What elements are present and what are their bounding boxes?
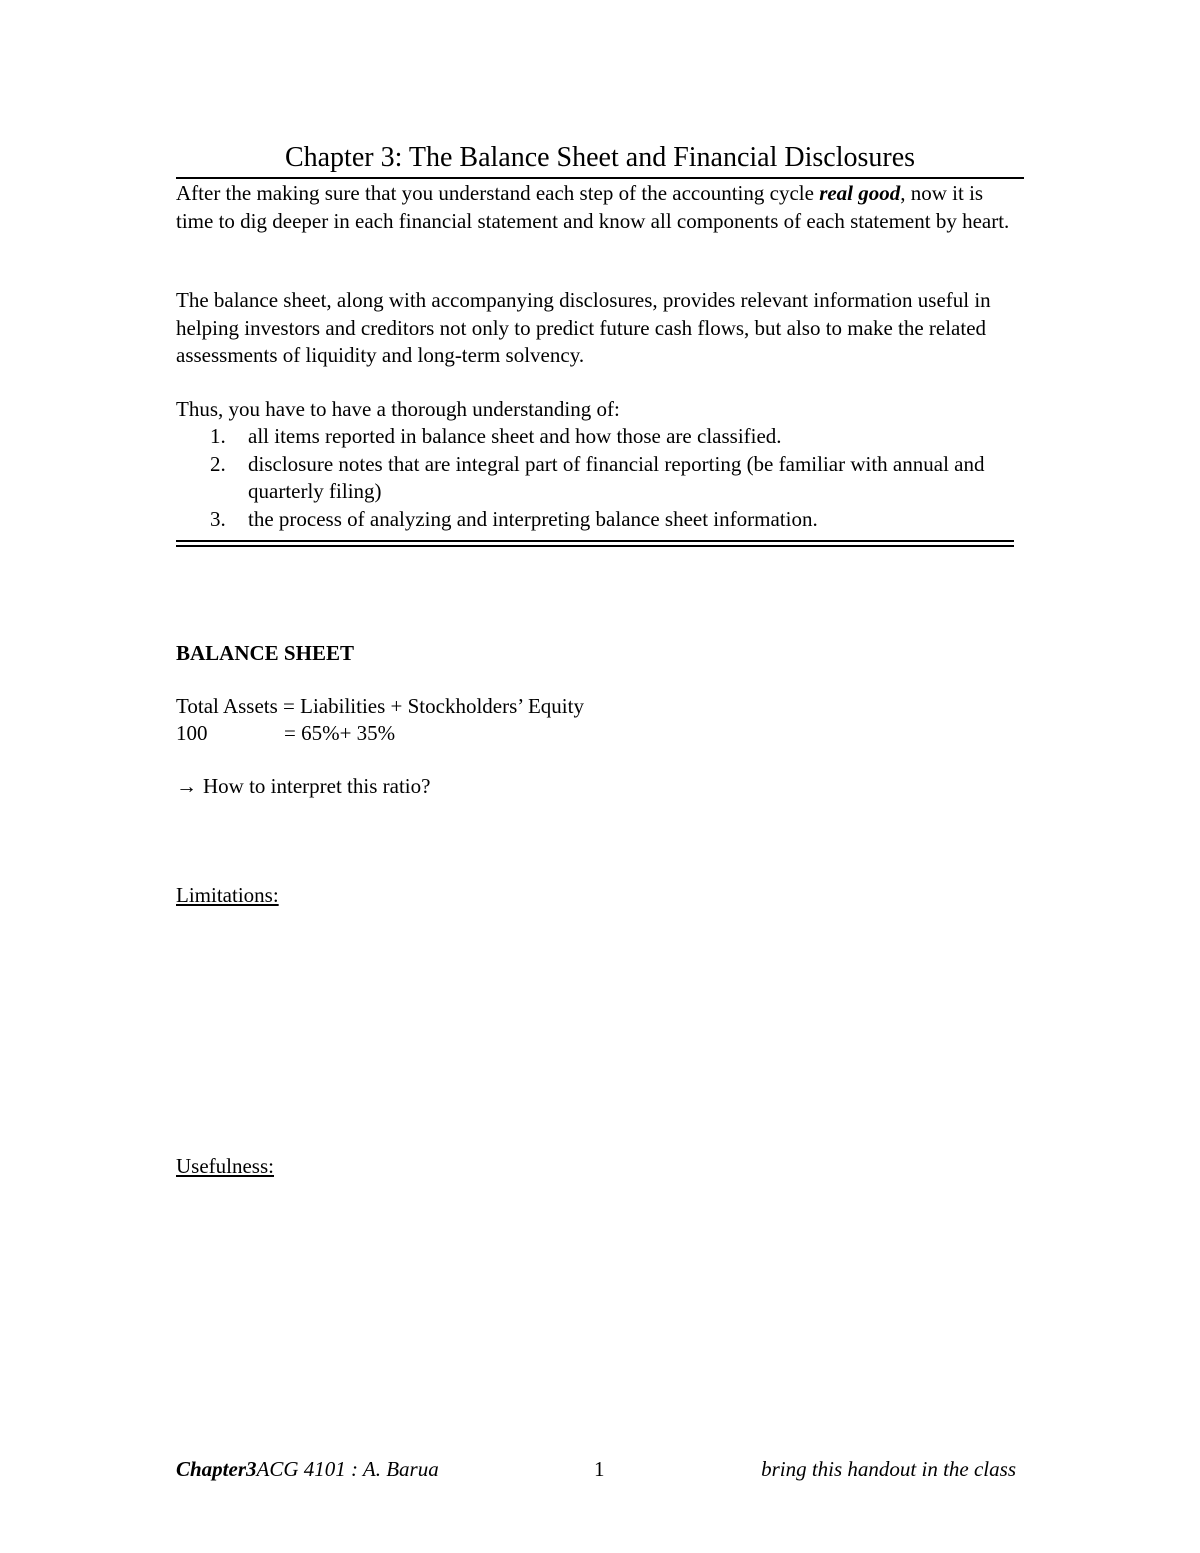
limitations-label: Limitations: [176,883,279,907]
list-item [176,423,1024,451]
section-divider-bottom [176,545,1014,547]
footer-note: bring this handout in the class [761,1457,1016,1481]
balance-sheet-paragraph: The balance sheet, along with accompanying disclosures, provides relevant information useful in helping investors and creditors not only to predict future cash flows, but also to make the related assessments of liquidity and long-term solvency. [176,288,991,367]
question-text: How to interpret this ratio? [203,774,431,798]
list-item-text: all items reported in balance sheet and how those are classified. [248,424,782,448]
list-item-number: 2. [210,451,226,476]
intro-emphasis: real good [819,181,901,205]
equation-values-lhs: 100 [176,721,208,745]
understanding-lead-in: Thus, you have to have a thorough understanding of: [176,397,620,421]
right-arrow-icon: → [176,774,197,798]
interpretation-question [176,773,430,800]
page-number: 1 [594,1457,605,1481]
intro-text-start: After the making sure that you understand each step of the accounting cycle [176,181,820,205]
list-item-number: 1. [210,424,226,448]
list-item-text: disclosure notes that are integral part of financial reporting (be familiar with annual and quarterly filing) [248,451,985,503]
balance-sheet-heading: BALANCE SHEET [176,641,354,665]
list-item [176,506,1024,534]
footer-chapter: Chapter3 [176,1457,257,1481]
section-divider-top [176,540,1014,542]
intro-paragraph [176,180,1024,235]
footer-course-text: ACG 4101 : A. Barua [256,1457,439,1481]
footer-course [176,1456,439,1483]
accounting-equation: Total Assets = Liabilities + Stockholders’ Equity [176,694,584,718]
equation-values [176,720,395,747]
understanding-list [176,423,1024,533]
list-item-text: the process of analyzing and interpreting balance sheet information. [248,506,818,531]
list-item-number: 3. [210,506,226,531]
page-title: Chapter 3: The Balance Sheet and Financial Disclosures [284,142,916,173]
title-underline [176,177,1024,179]
list-item [176,451,1024,506]
usefulness-label: Usefulness: [176,1154,274,1178]
equation-values-rhs: = 65%+ 35% [284,721,396,745]
intro-text-end: , now it is time to dig deeper in each financial statement and know all components of each statement by heart. [176,181,1010,233]
